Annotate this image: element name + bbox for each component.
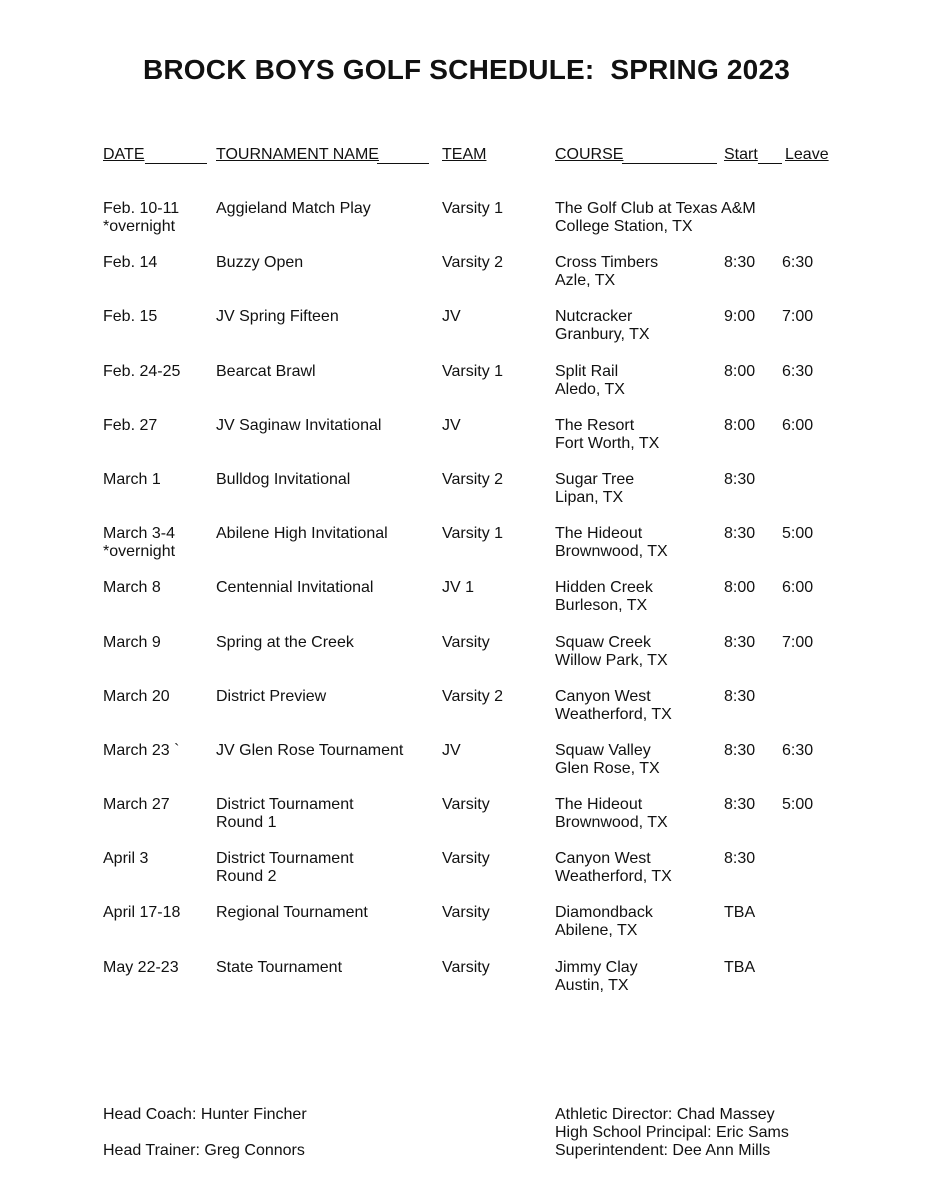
course-cell-line: Squaw Creek (555, 633, 652, 651)
tournament-name-cell (216, 796, 438, 832)
course-cell (555, 471, 723, 507)
start-time-cell: 8:30 (724, 470, 756, 488)
tournament-name-cell (216, 525, 438, 543)
course-cell-line: The Golf Club at Texas A&M (555, 200, 756, 217)
tournament-name-cell (216, 959, 438, 977)
table-row (0, 579, 933, 633)
team-cell: Varsity 1 (442, 525, 504, 543)
header-start: Start (724, 146, 758, 163)
table-row (0, 634, 933, 688)
tournament-name-cell-line: District Tournament (216, 850, 354, 868)
course-cell-line: Sugar Tree (555, 470, 635, 488)
date-cell-line: March 27 (103, 796, 170, 814)
course-cell-line: The Hideout (555, 525, 643, 543)
course-cell-line: Willow Park, TX (555, 651, 668, 669)
team-cell: Varsity (442, 958, 490, 976)
course-cell (555, 742, 723, 778)
header-course: COURSE (555, 146, 624, 163)
date-cell-line: March 9 (103, 633, 161, 651)
course-cell-line: Lipan, TX (555, 488, 624, 506)
date-cell (103, 904, 213, 922)
head-trainer: Head Trainer: Greg Connors (103, 1142, 305, 1159)
tournament-name-cell (216, 579, 438, 597)
table-row (0, 417, 933, 471)
tournament-name-cell (216, 471, 438, 489)
start-time-cell: 9:00 (724, 308, 756, 326)
tournament-name-cell-line: Centennial Invitational (216, 579, 374, 597)
course-cell-line: Glen Rose, TX (555, 759, 660, 777)
date-cell (103, 200, 213, 236)
tournament-name-cell-line: Round 1 (216, 814, 277, 832)
course-cell (555, 959, 723, 995)
course-cell-line: Nutcracker (555, 308, 633, 326)
course-cell-line: The Resort (555, 416, 635, 434)
table-row (0, 904, 933, 958)
date-cell-line: Feb. 14 (103, 254, 158, 272)
tournament-name-cell-line: Regional Tournament (216, 904, 368, 922)
date-cell-line: March 23 ` (103, 741, 180, 759)
header-underline-date (145, 163, 207, 164)
course-cell-line: Brownwood, TX (555, 814, 668, 832)
date-cell-line: Feb. 15 (103, 308, 158, 326)
tournament-name-cell-line: JV Spring Fifteen (216, 308, 339, 326)
course-cell-line: Squaw Valley (555, 741, 651, 759)
course-cell (555, 363, 723, 399)
course-cell (555, 254, 723, 290)
tournament-name-cell-line: Buzzy Open (216, 254, 304, 272)
table-row (0, 742, 933, 796)
start-time-cell: 8:30 (724, 254, 756, 272)
header-underline-course (622, 163, 717, 164)
course-cell-line: The Hideout (555, 796, 643, 814)
course-cell (555, 525, 723, 561)
date-cell (103, 688, 213, 706)
start-time-cell: 8:30 (724, 687, 756, 705)
table-row (0, 525, 933, 579)
course-cell (555, 308, 723, 344)
date-cell (103, 417, 213, 435)
course-cell (555, 579, 723, 615)
tournament-name-cell-line: JV Glen Rose Tournament (216, 741, 404, 759)
course-cell-line: Brownwood, TX (555, 543, 668, 561)
course-cell-line: Fort Worth, TX (555, 434, 660, 452)
tournament-name-cell (216, 688, 438, 706)
course-cell (555, 850, 723, 886)
date-cell-line: March 3-4 (103, 525, 176, 543)
header-underline-name (377, 163, 429, 164)
team-cell: Varsity (442, 850, 490, 868)
schedule-table (0, 200, 933, 1013)
date-cell (103, 363, 213, 381)
team-cell: Varsity (442, 796, 490, 814)
leave-time-cell: 6:00 (782, 416, 814, 434)
tournament-name-cell (216, 308, 438, 326)
table-row (0, 254, 933, 308)
date-cell-line: March 20 (103, 687, 170, 705)
tournament-name-cell (216, 417, 438, 435)
course-cell-line: Jimmy Clay (555, 958, 638, 976)
table-row (0, 200, 933, 254)
team-cell: Varsity 1 (442, 362, 504, 380)
date-cell-line: April 3 (103, 850, 149, 868)
course-cell-line: College Station, TX (555, 218, 693, 235)
course-cell-line: Aledo, TX (555, 380, 625, 398)
course-cell (555, 904, 723, 940)
team-cell: JV (442, 741, 461, 759)
header-date: DATE (103, 146, 145, 163)
tournament-name-cell (216, 904, 438, 922)
superintendent: Superintendent: Dee Ann Mills (555, 1142, 771, 1159)
start-time-cell: 8:30 (724, 741, 756, 759)
course-cell-line: Abilene, TX (555, 922, 638, 940)
tournament-name-cell (216, 742, 438, 760)
start-time-cell: TBA (724, 904, 756, 922)
date-cell-line: Feb. 27 (103, 416, 158, 434)
table-row (0, 688, 933, 742)
course-cell (555, 796, 723, 832)
tournament-name-cell (216, 254, 438, 272)
course-cell-line: Cross Timbers (555, 254, 659, 272)
tournament-name-cell (216, 850, 438, 886)
date-cell (103, 850, 213, 868)
start-time-cell: 8:30 (724, 633, 756, 651)
team-cell: JV 1 (442, 579, 475, 597)
course-cell-line: Diamondback (555, 904, 653, 922)
course-cell-line: Split Rail (555, 362, 619, 380)
date-cell (103, 308, 213, 326)
tournament-name-cell-line: District Preview (216, 687, 327, 705)
page-title: BROCK BOYS GOLF SCHEDULE: SPRING 2023 (142, 54, 791, 85)
date-cell-line: Feb. 24-25 (103, 362, 181, 380)
course-cell-line: Weatherford, TX (555, 705, 672, 723)
date-cell-line: March 8 (103, 579, 161, 597)
table-row (0, 363, 933, 417)
tournament-name-cell-line: State Tournament (216, 958, 343, 976)
course-cell-line: Granbury, TX (555, 326, 650, 344)
date-cell-line: March 1 (103, 470, 161, 488)
header-tournament-name: TOURNAMENT NAME (216, 146, 379, 163)
header-leave: Leave (785, 146, 829, 163)
course-cell-line: Canyon West (555, 687, 651, 705)
course-cell (555, 417, 723, 453)
leave-time-cell: 6:30 (782, 741, 814, 759)
team-cell: JV (442, 308, 461, 326)
table-row (0, 796, 933, 850)
tournament-name-cell-line: Round 2 (216, 868, 277, 886)
date-cell (103, 742, 213, 760)
date-cell-line: *overnight (103, 543, 176, 561)
team-cell: Varsity 2 (442, 470, 504, 488)
leave-time-cell: 6:30 (782, 254, 814, 272)
date-cell (103, 254, 213, 272)
high-school-principal: High School Principal: Eric Sams (555, 1124, 789, 1141)
tournament-name-cell (216, 634, 438, 652)
team-cell: JV (442, 416, 461, 434)
start-time-cell: TBA (724, 958, 756, 976)
date-cell-line: April 17-18 (103, 904, 181, 922)
tournament-name-cell-line: JV Saginaw Invitational (216, 416, 382, 434)
team-cell: Varsity (442, 904, 490, 922)
table-row (0, 471, 933, 525)
leave-time-cell: 6:00 (782, 579, 814, 597)
table-row (0, 308, 933, 362)
tournament-name-cell-line: Aggieland Match Play (216, 200, 371, 217)
date-cell-line: *overnight (103, 218, 176, 235)
date-cell (103, 525, 213, 561)
leave-time-cell: 7:00 (782, 308, 814, 326)
tournament-name-cell (216, 363, 438, 381)
course-cell-line: Azle, TX (555, 272, 616, 290)
date-cell (103, 579, 213, 597)
date-cell (103, 634, 213, 652)
tournament-name-cell-line: Abilene High Invitational (216, 525, 388, 543)
leave-time-cell: 6:30 (782, 362, 814, 380)
course-cell-line: Hidden Creek (555, 579, 653, 597)
course-cell-line: Weatherford, TX (555, 868, 672, 886)
athletic-director: Athletic Director: Chad Massey (555, 1106, 775, 1123)
course-cell (555, 634, 723, 670)
start-time-cell: 8:00 (724, 416, 756, 434)
course-cell (555, 200, 756, 236)
date-cell (103, 796, 213, 814)
team-cell: Varsity 2 (442, 254, 504, 272)
tournament-name-cell-line: District Tournament (216, 796, 354, 814)
date-cell (103, 471, 213, 489)
date-cell-line: May 22-23 (103, 958, 179, 976)
header-underline-start (758, 163, 782, 164)
course-cell-line: Burleson, TX (555, 597, 648, 615)
team-cell: Varsity 2 (442, 687, 504, 705)
leave-time-cell: 5:00 (782, 525, 814, 543)
leave-time-cell: 7:00 (782, 633, 814, 651)
course-cell (555, 688, 723, 724)
table-row (0, 850, 933, 904)
course-cell-line: Austin, TX (555, 976, 629, 994)
tournament-name-cell-line: Bearcat Brawl (216, 362, 316, 380)
table-row (0, 959, 933, 1013)
tournament-name-cell-line: Bulldog Invitational (216, 470, 351, 488)
head-coach: Head Coach: Hunter Fincher (103, 1106, 307, 1123)
start-time-cell: 8:30 (724, 796, 756, 814)
team-cell: Varsity (442, 633, 490, 651)
team-cell: Varsity 1 (442, 200, 504, 217)
leave-time-cell: 5:00 (782, 796, 814, 814)
course-cell-line: Canyon West (555, 850, 651, 868)
date-cell-line: Feb. 10-11 (103, 200, 180, 217)
tournament-name-cell (216, 200, 438, 218)
tournament-name-cell-line: Spring at the Creek (216, 633, 354, 651)
start-time-cell: 8:30 (724, 850, 756, 868)
start-time-cell: 8:30 (724, 525, 756, 543)
header-team: TEAM (442, 146, 487, 163)
start-time-cell: 8:00 (724, 579, 756, 597)
start-time-cell: 8:00 (724, 362, 756, 380)
date-cell (103, 959, 213, 977)
